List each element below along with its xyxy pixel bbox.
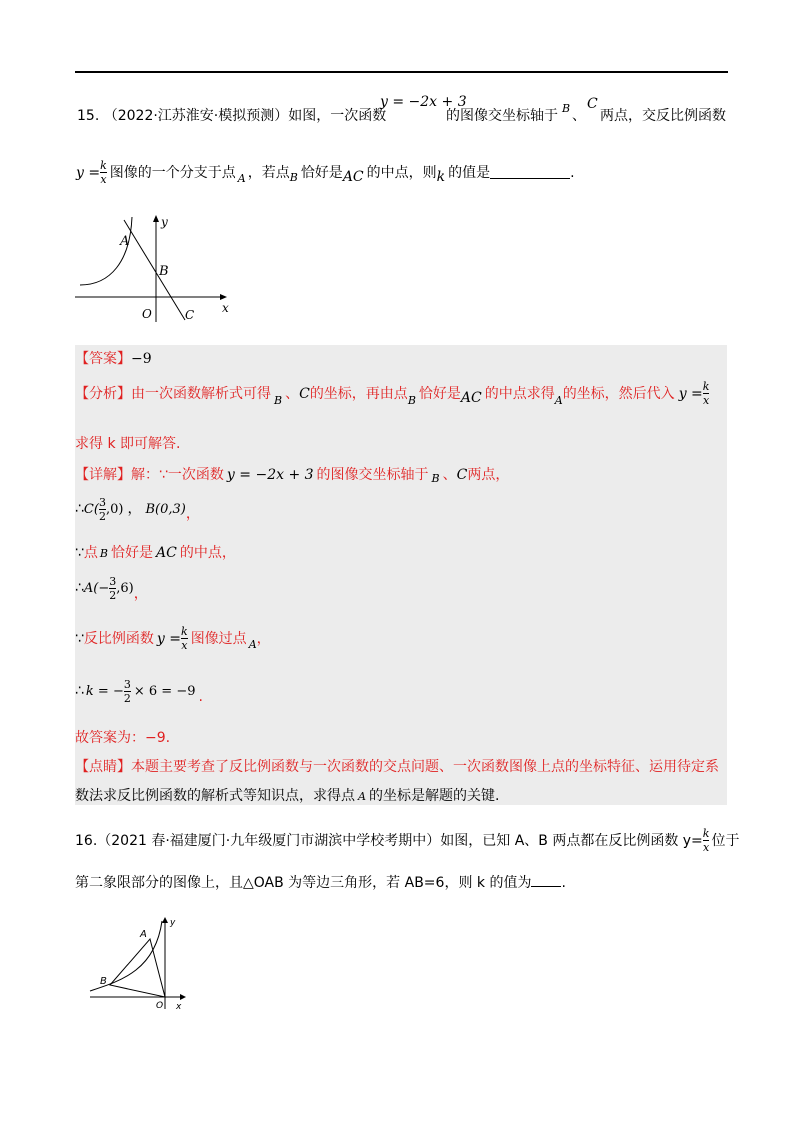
y-arrow-icon <box>153 215 159 222</box>
analysis-tag: 【分析】 <box>75 385 131 402</box>
detail-tag: 【详解】 <box>75 466 131 483</box>
fig-label-O: O <box>142 307 152 321</box>
label-A: A <box>358 789 366 803</box>
fraction-k-over-x <box>703 828 710 853</box>
fig-label-y: y <box>161 215 168 229</box>
comma: ， <box>185 506 200 522</box>
detail-line5 <box>75 626 271 651</box>
separator: 、 <box>572 108 586 124</box>
comma: ， <box>256 630 271 647</box>
answer-tag: 【答案】 <box>75 351 131 367</box>
answer-value: −9 <box>131 351 152 367</box>
comment-text: 本题主要考查了反比例函数与一次函数的交点问题、一次函数图像上点的坐标特征、运用待定系 <box>131 759 719 775</box>
numerator: k <box>100 159 107 172</box>
variable-k: k <box>436 168 446 185</box>
answer-block <box>75 345 727 805</box>
q15-source: （2022·江苏淮安·模拟预测） <box>103 108 289 124</box>
triangle-OAB <box>110 939 165 997</box>
numerator: 3 <box>109 574 117 588</box>
analysis-line1 <box>75 380 709 407</box>
q15-text: 的值是 <box>448 164 491 181</box>
comment-text: 数法求反比例函数的解析式等知识点，求得点 <box>75 788 355 804</box>
header-rule <box>75 71 728 73</box>
segment-AC: AC <box>460 389 482 406</box>
coord-B: B(0,3) <box>145 501 186 517</box>
detail-text: 的图像交坐标轴于 <box>316 466 429 483</box>
analysis-text: 恰好是 <box>418 385 461 402</box>
segment-AC: AC <box>342 168 364 185</box>
q16-line2 <box>75 874 566 891</box>
comment-line1 <box>75 759 719 775</box>
analysis-line2: 求得 k 即可解答. <box>75 436 181 452</box>
fraction-3-over-2 <box>124 679 131 704</box>
separator: 、 <box>442 466 457 483</box>
q16-line1 <box>75 828 739 853</box>
q15-text: 图像的一个分支于点 <box>109 164 236 181</box>
therefore-symbol: ∴ <box>75 501 84 517</box>
analysis-text: 的坐标，再由点 <box>309 385 408 402</box>
segment-AC: AC <box>156 545 177 561</box>
q15-line1b <box>446 108 558 124</box>
denominator: x <box>703 394 710 407</box>
answer-line <box>75 351 152 367</box>
denominator: 2 <box>109 588 117 602</box>
q16-text: 位于 <box>711 832 740 849</box>
reciprocal-eq: y = <box>678 385 703 402</box>
comment-tag: 【点睛】 <box>75 759 131 775</box>
detail-text: 解：∵一次函数 <box>131 466 224 483</box>
because-symbol: ∵ <box>75 630 84 647</box>
period: . <box>198 689 203 705</box>
detail-text: 两点， <box>467 466 510 483</box>
linear-equation: y = −2x + 3 <box>380 94 467 110</box>
answer-blank[interactable] <box>490 166 570 179</box>
denominator: x <box>100 173 107 186</box>
label-B: B <box>289 171 298 184</box>
therefore-symbol: ∴ <box>75 580 84 596</box>
label-B: B <box>99 546 109 560</box>
detail-line2 <box>75 496 200 522</box>
numerator: k <box>181 625 188 638</box>
answer-blank[interactable] <box>531 874 561 887</box>
coord-text: C( <box>83 501 99 517</box>
detail-line4 <box>75 574 148 602</box>
label-B: B <box>431 472 440 485</box>
fraction-3-over-2 <box>99 497 106 522</box>
detail-text: 图像过点 <box>190 630 247 647</box>
q15-text: 恰好是 <box>300 164 343 181</box>
analysis-text: 由一次函数解析式可得 <box>131 385 271 402</box>
q15-text: 两点，交反比例函数 <box>600 108 726 124</box>
fig-label-A: A <box>120 234 130 249</box>
reciprocal-eq: y = <box>76 164 101 181</box>
fraction-k-over-x <box>703 381 710 406</box>
because-symbol: ∵ <box>75 545 84 561</box>
comment-line2 <box>75 788 499 804</box>
fraction-k-over-x <box>181 626 188 651</box>
analysis-text: 的中点求得 <box>484 385 555 402</box>
fig-label-O: O <box>156 1001 164 1011</box>
detail-line3 <box>75 545 236 561</box>
analysis-text: 的坐标，然后代入 <box>562 385 675 402</box>
fig-label-A: A <box>140 929 147 940</box>
q15-text: 如图，一次函数 <box>288 108 387 124</box>
fig-label-B: B <box>159 264 169 279</box>
fig-label-x: x <box>176 1002 182 1012</box>
hyperbola-branch <box>80 217 132 285</box>
label-C: C <box>587 96 598 112</box>
q15-text: 的中点，则 <box>366 164 437 181</box>
reciprocal-eq: y = <box>156 630 182 647</box>
label-A: A <box>248 638 257 651</box>
calc-text: k = − <box>85 683 124 699</box>
label-A: A <box>554 394 563 407</box>
y-arrow-icon <box>162 917 168 923</box>
x-arrow-icon <box>180 994 186 1000</box>
period: . <box>570 164 575 181</box>
q15-number: 15. <box>77 108 100 124</box>
fraction-3-over-2 <box>109 576 116 601</box>
detail-line1 <box>75 464 509 485</box>
therefore-symbol: ∴ <box>75 683 84 699</box>
q16-text: 第二象限部分的图像上，且△OAB 为等边三角形，若 AB=6，则 k 的值为 <box>75 875 532 891</box>
period: . <box>561 875 566 891</box>
detail-line6 <box>75 677 203 705</box>
label-C: C <box>456 466 468 483</box>
fig-label-x: x <box>222 301 229 315</box>
denominator: 2 <box>123 691 131 705</box>
fig-label-B: B <box>100 976 107 987</box>
detail-text: 恰好是 <box>111 545 154 561</box>
numerator: k <box>702 380 710 393</box>
detail-text: 点 <box>83 545 98 561</box>
comment-text: 的坐标是解题的关键. <box>368 788 500 804</box>
comma: ， <box>127 501 142 517</box>
linear-equation: y = −2x + 3 <box>226 466 314 483</box>
fig-label-C: C <box>185 308 195 322</box>
coord-text: ,6) <box>116 580 134 596</box>
numerator: 3 <box>123 677 131 691</box>
denominator: 2 <box>98 509 106 523</box>
label-C: C <box>299 385 310 402</box>
detail-text: 反比例函数 <box>83 630 154 647</box>
x-arrow-icon <box>220 294 227 300</box>
separator: 、 <box>285 385 300 402</box>
q16-figure <box>80 913 200 1013</box>
q15-figure <box>70 212 240 327</box>
calc-text: × 6 = −9 <box>133 683 196 699</box>
comma: ， <box>133 586 148 602</box>
q15-line2 <box>76 160 575 185</box>
linear-graph <box>124 220 185 320</box>
q15-text: 的图像交坐标轴于 <box>446 108 558 124</box>
numerator: k <box>702 827 710 840</box>
q16-text: 16.（2021 春·福建厦门·九年级厦门市湖滨中学校考期中）如图，已知 A、B 两点都在反比例函数 y= <box>75 832 703 849</box>
label-B: B <box>274 394 283 407</box>
q15-line1 <box>77 108 386 124</box>
label-B: B <box>407 394 416 407</box>
fraction-k-over-x <box>100 160 107 185</box>
coord-text: ,0) <box>105 501 124 517</box>
final-answer: 故答案为：−9. <box>75 730 171 746</box>
label-A: A <box>237 172 246 185</box>
numerator: 3 <box>98 495 106 509</box>
q15-text: ，若点 <box>247 164 290 181</box>
label-B: B <box>562 102 571 115</box>
denominator: x <box>181 639 188 652</box>
fig-label-y: y <box>170 918 176 928</box>
detail-text: 的中点， <box>179 545 236 561</box>
coord-text: A(− <box>83 580 110 596</box>
denominator: x <box>703 841 710 854</box>
